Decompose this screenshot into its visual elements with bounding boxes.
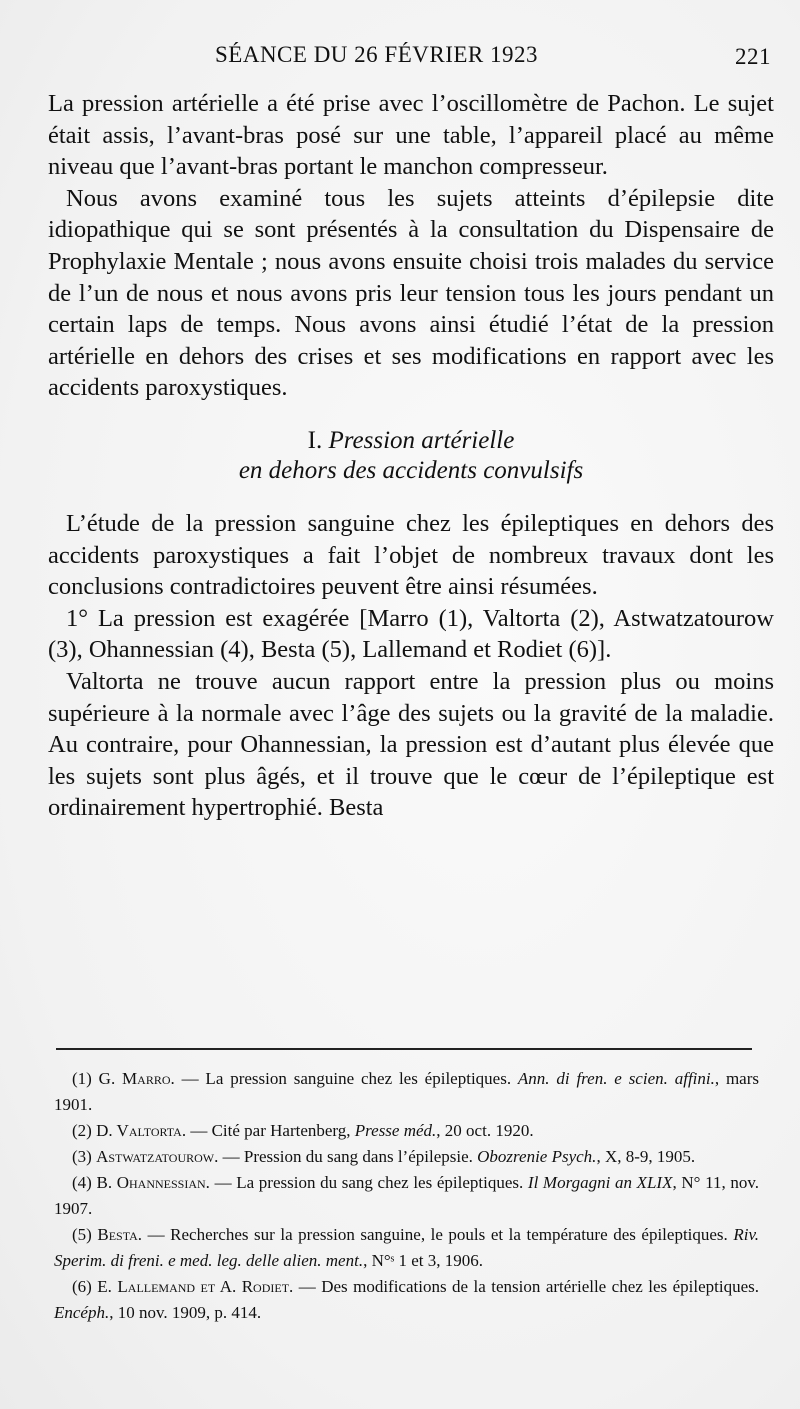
footnotes	[54, 1066, 759, 1326]
footnote-marker: (4)	[72, 1173, 92, 1192]
footnote-text: — Pression du sang dans l’épilepsie.	[218, 1147, 478, 1166]
footnote-author: E. Lallemand et A. Rodiet.	[97, 1277, 294, 1296]
footnote-text: — Des modifications de la tension artérielle chez les épileptiques.	[293, 1277, 760, 1296]
paragraph: L’étude de la pression sanguine chez les épileptiques en dehors des accidents paroxystiques a fait l’objet de nombreux travaux dont les conclusions contradictoires peuvent être ainsi résumées.	[48, 509, 774, 601]
footnote	[54, 1170, 759, 1222]
footnote	[54, 1118, 759, 1144]
section-heading-line-1	[48, 426, 774, 456]
footnote-source: Encéph.	[54, 1303, 110, 1322]
section-title-line-2: en dehors des accidents convulsifs	[238, 456, 584, 484]
footnote-marker: (6)	[72, 1277, 92, 1296]
footnote-author: Besta.	[97, 1225, 143, 1244]
main-text	[48, 88, 774, 824]
footnote	[54, 1274, 759, 1326]
running-head-title: SÉANCE DU 26 FÉVRIER 1923	[215, 42, 539, 67]
footnote-text: — La pression du sang chez les épileptiques.	[209, 1173, 528, 1192]
paragraph: Nous avons examiné tous les sujets atteints d’épilepsie dite idiopathique qui se sont présentés à la consultation du Dispensaire de Prophylaxie Mentale ; nous avons ensuite choisi trois malades du service de l’un de nous et nous avons pris leur tension tous les jours pendant un certain laps de temps. Nous avons ainsi étudié l’état de la pression artérielle en dehors des crises et ses modifications en rapport avec les accidents paroxystiques.	[48, 184, 774, 402]
footnote-source: Il Morgagni an XLIX	[527, 1173, 673, 1192]
footnote-tail: , N°ˢ 1 et 3, 1906.	[363, 1251, 484, 1270]
paragraph: 1° La pression est exagérée [Marro (1), Valtorta (2), Astwatzatourow (3), Ohannessian (4), Besta (5), Lallemand et Rodiet (6)].	[48, 604, 774, 664]
paragraph: Valtorta ne trouve aucun rapport entre la pression plus ou moins supérieure à la normale avec l’âge des sujets ou la gravité de la maladie. Au contraire, pour Ohannessian, la pression est d’autant plus élevée que les sujets sont plus âgés, et il trouve que le cœur de l’épileptique est ordinairement hypertrophié. Besta	[48, 667, 774, 822]
footnote-source: Obozrenie Psych.	[477, 1147, 597, 1166]
footnote-tail: , N° 11, nov. 1907.	[54, 1173, 760, 1218]
section-title-line-1: Pression artérielle	[328, 426, 515, 454]
footnote	[54, 1144, 759, 1170]
footnote-text: — Recherches sur la pression sanguine, le pouls et la température des épileptiques.	[142, 1225, 734, 1244]
footnote	[54, 1222, 759, 1274]
footnote-source: Presse méd.	[354, 1121, 437, 1140]
footnote-marker: (3)	[72, 1147, 92, 1166]
footnote-marker: (2)	[72, 1121, 92, 1140]
footnote-source: Ann. di fren. e scien. affini.	[517, 1069, 715, 1088]
footnote-divider	[56, 1048, 752, 1050]
footnote-tail: , X, 8-9, 1905.	[596, 1147, 696, 1166]
section-heading	[48, 426, 774, 486]
footnote-tail: , 10 nov. 1909, p. 414.	[109, 1303, 262, 1322]
footnote-tail: , mars 1901.	[54, 1069, 759, 1114]
footnote-text: — La pression sanguine chez les épileptiques.	[174, 1069, 518, 1088]
footnote-author: G. Marro.	[98, 1069, 175, 1088]
footnote-text: — Cité par Hartenberg,	[186, 1121, 355, 1140]
footnote-source: Riv. Sperim. di freni. e med. leg. delle alien. ment.	[54, 1225, 760, 1270]
page-number: 221	[735, 44, 771, 69]
footnote-marker: (5)	[72, 1225, 92, 1244]
footnote-marker: (1)	[72, 1069, 92, 1088]
footnote-author: Astwatzatourow.	[96, 1147, 219, 1166]
footnote	[54, 1066, 759, 1118]
footnote-author: B. Ohannessian.	[96, 1173, 210, 1192]
section-number: I.	[307, 426, 323, 454]
footnote-author: D. Valtorta.	[96, 1121, 187, 1140]
footnote-tail: , 20 oct. 1920.	[436, 1121, 534, 1140]
paragraph: La pression artérielle a été prise avec l’oscillomètre de Pachon. Le sujet était assis, l’avant-bras posé sur une table, l’appareil placé au même niveau que l’avant-bras portant le manchon compresseur.	[48, 90, 774, 181]
running-head	[215, 38, 775, 78]
